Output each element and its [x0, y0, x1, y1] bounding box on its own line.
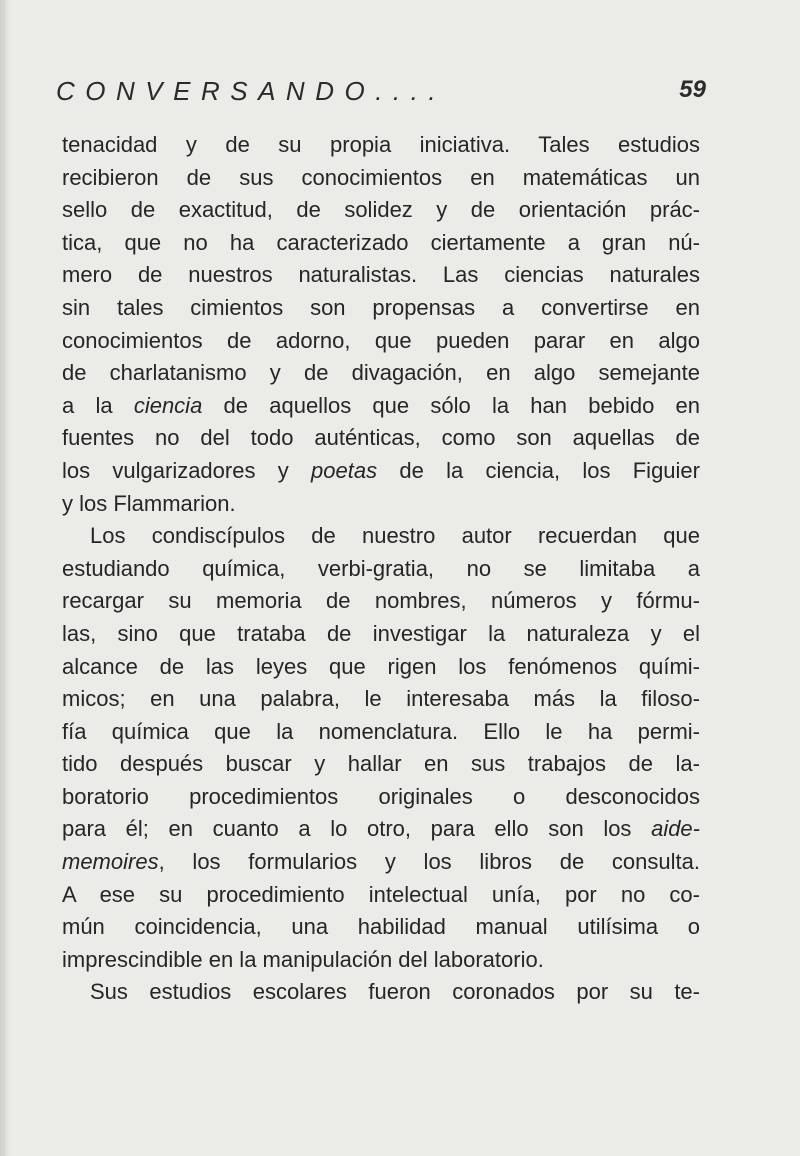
italic-word: aide- — [651, 816, 700, 842]
text-line: boratorio procedimientos originales o desconocidos — [62, 783, 700, 809]
text-line: recargar su memoria de nombres, números y fórmu- — [62, 588, 700, 614]
page-number: 59 — [679, 76, 706, 103]
body-text — [62, 129, 700, 1009]
text-segment: , los formularios y los libros de consulta. — [158, 849, 700, 875]
text-segment: de aquellos que sólo la han bebido en — [202, 392, 700, 418]
page-edge-shadow — [0, 0, 12, 1156]
text-line: Sus estudios escolares fueron coronados por su te- — [90, 979, 700, 1005]
running-head — [56, 76, 706, 110]
text-line: tica, que no ha caracterizado ciertamente a gran nú- — [62, 229, 700, 255]
text-line: micos; en una palabra, le interesaba más la filoso- — [62, 686, 700, 712]
text-segment: de la ciencia, los Figuier — [377, 457, 700, 483]
text-line: estudiando química, verbi-gratia, no se limitaba a — [62, 555, 700, 581]
italic-word: poetas — [311, 457, 378, 483]
text-line: imprescindible en la manipulación del laboratorio. — [62, 946, 544, 972]
text-line: y los Flammarion. — [62, 490, 236, 516]
text-line: Los condiscípulos de nuestro autor recuerdan que — [90, 523, 700, 549]
text-line: de charlatanismo y de divagación, en algo semejante — [62, 360, 700, 386]
text-line: sin tales cimientos son propensas a convertirse en — [62, 294, 700, 320]
text-line — [62, 455, 700, 488]
text-segment: a la — [62, 392, 134, 418]
text-line: las, sino que trataba de investigar la naturaleza y el — [62, 620, 700, 646]
italic-word: ciencia — [133, 392, 203, 418]
text-line: tenacidad y de su propia iniciativa. Tales estudios — [62, 132, 700, 157]
text-segment: para él; en cuanto a lo otro, para ello son los — [62, 816, 652, 842]
text-line: alcance de las leyes que rigen los fenómenos quími- — [62, 653, 700, 679]
text-line: conocimientos de adorno, que pueden parar en algo — [62, 327, 700, 353]
text-line: tido después buscar y hallar en sus trabajos de la- — [62, 751, 700, 777]
text-line — [62, 813, 700, 846]
text-line: mún coincidencia, una habilidad manual utilísima o — [62, 914, 700, 940]
page-edge-line — [4, 0, 5, 1156]
text-line: recibieron de sus conocimientos en matemáticas un — [62, 164, 700, 190]
text-line — [62, 846, 700, 879]
text-line: fía química que la nomenclatura. Ello le ha permi- — [62, 718, 700, 744]
text-segment: los vulgarizadores y — [62, 457, 312, 483]
italic-word: memoires — [62, 849, 159, 875]
text-line: A ese su procedimiento intelectual unía, por no co- — [62, 881, 700, 907]
text-line: mero de nuestros naturalistas. Las ciencias naturales — [62, 262, 700, 288]
text-line: sello de exactitud, de solidez y de orientación prác- — [62, 197, 700, 223]
running-title: CONVERSANDO.... — [56, 76, 447, 106]
text-line — [62, 390, 700, 423]
text-line: fuentes no del todo auténticas, como son aquellas de — [62, 425, 700, 451]
